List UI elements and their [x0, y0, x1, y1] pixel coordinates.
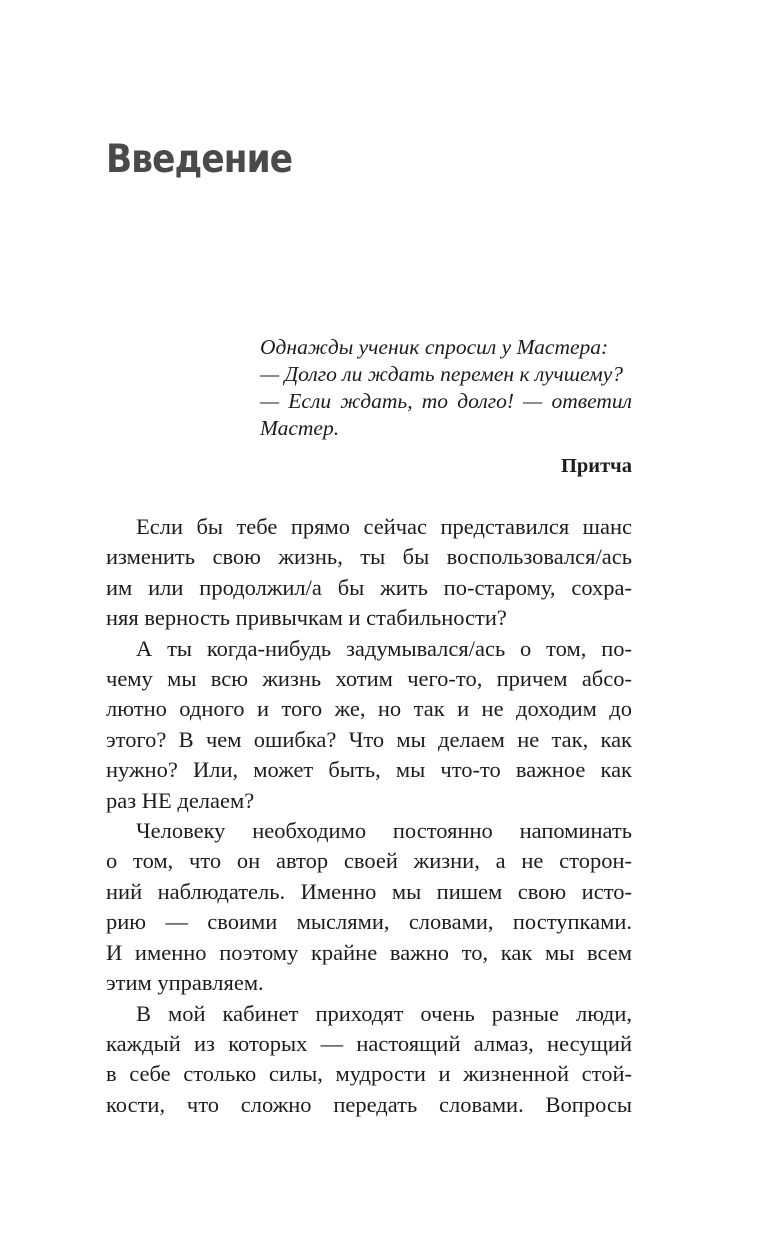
body-line: А ты когда-нибудь задумывался/ась о том, по-: [136, 635, 632, 661]
body-line: о том, что он автор своей жизни, а не сторон-: [106, 848, 632, 874]
body-line: каждый из которых — настоящий алмаз, несущий: [106, 1030, 632, 1056]
body-line: им или продолжил/а бы жить по-старому, сохра-: [106, 574, 632, 600]
body-line: няя верность привычкам и стабильности?: [106, 605, 507, 631]
body-line: чему мы всю жизнь хотим чего-то, причем абсо-: [106, 666, 632, 692]
epigraph: [260, 334, 632, 442]
body-line: раз НЕ делаем?: [106, 787, 255, 813]
body-line: этим управляем.: [106, 970, 264, 996]
body-line: рию — своими мыслями, словами, поступками.: [106, 909, 632, 935]
epigraph-line: Однажды ученик спросил у Мастера:: [260, 335, 609, 359]
chapter-title: Введение: [106, 137, 293, 182]
body-line: в себе столько силы, мудрости и жизненной стой-: [106, 1061, 632, 1087]
body-line: нужно? Или, может быть, мы что-то важное как: [106, 757, 632, 783]
body-line: этого? В чем ошибка? Что мы делаем не так, как: [106, 726, 632, 752]
body-line: изменить свою жизнь, ты бы воспользовался/ась: [106, 544, 632, 570]
epigraph-line: — Если ждать, то долго! — ответил: [260, 389, 632, 413]
epigraph-source: Притча: [560, 455, 632, 477]
body-text: [106, 512, 632, 1120]
epigraph-line: Мастер.: [260, 416, 340, 440]
body-line: лютно одного и того же, но так и не доходим до: [106, 696, 632, 722]
body-line: ний наблюдатель. Именно мы пишем свою исто-: [106, 878, 632, 904]
epigraph-line: — Долго ли ждать перемен к лучшему?: [260, 362, 624, 386]
body-line: Человеку необходимо постоянно напоминать: [136, 818, 632, 844]
body-line: Если бы тебе прямо сейчас представился шанс: [136, 514, 632, 539]
body-line: И именно поэтому крайне важно то, как мы всем: [106, 939, 632, 965]
body-line: кости, что сложно передать словами. Вопросы: [106, 1091, 632, 1117]
body-line: В мой кабинет приходят очень разные люди,: [136, 1000, 632, 1026]
